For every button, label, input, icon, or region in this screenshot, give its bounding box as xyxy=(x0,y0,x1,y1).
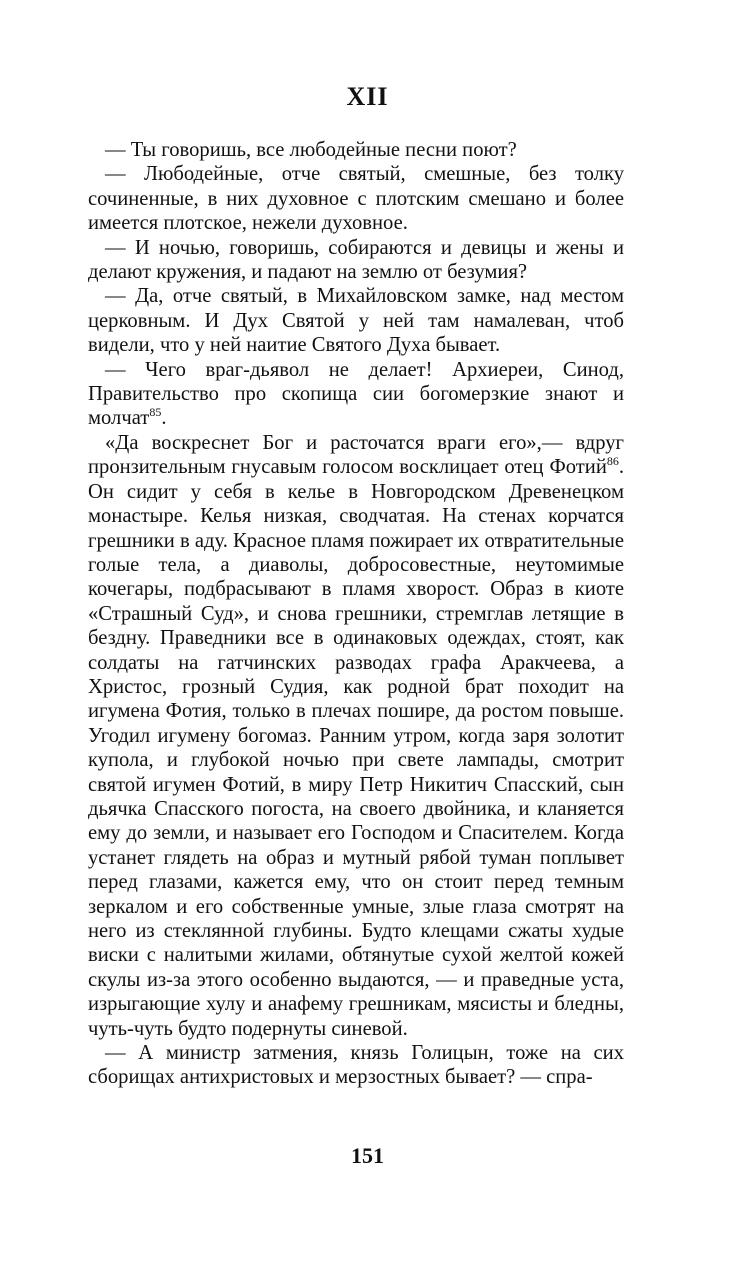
paragraph xyxy=(88,138,624,162)
paragraph-text: — Любодейные, отче святый, смешные, без толку сочиненные, в них духовное с плотским смешано и более имеется плотское, нежели духовное. xyxy=(88,163,624,235)
paragraph-text-after: . Он сидит у себя в келье в Новгородском Древенецком монастыре. Келья низкая, сводчатая. На стенах корчатся грешники в аду. Красное пламя пожирает их отвратительные голые тела, а диаволы, добросовестные, неутомимые кочегары, подбрасывают в пламя хворост. Образ в киоте «Страшный Суд», и снова грешники, стремглав летящие в бездну. Праведники все в одинаковых одеждах, стоят, как солдаты на гатчинских разводах графа Аракчеева, а Христос, грозный Судия, как родной брат походит на игумена Фотия, только в плечах пошире, да ростом повыше. Угодил игумену богомаз. Ранним утром, когда заря золотит купола, и глубокой ночью при свете лампады, смотрит святой игумен Фотий, в миру Петр Никитич Спасский, сын дьячка Спасского погоста, на своего двойника, и кланяется ему до земли, и называет его Господом и Спасителем. Когда устанет глядеть на образ и мутный рябой туман поплывет перед глазами, кажется ему, что он стоит перед темным зеркалом и его собственные умные, злые глаза смотрят на него из стеклянной глубины. Будто клещами сжаты худые виски с налитыми жилами, обтянутые сухой желтой кожей скулы из-за этого особенно выдаются, — и праведные уста, изрыгающие хулу и анафему грешникам, мясисты и бледны, чуть-чуть будто подернуты синевой. xyxy=(88,456,624,1040)
footnote-ref-86[interactable]: 86 xyxy=(606,454,619,469)
paragraph xyxy=(88,1041,624,1090)
paragraph xyxy=(88,236,624,285)
paragraph-text: — Ты говоришь, все любодейные песни поют? xyxy=(105,139,517,161)
paragraph-text: «Да воскреснет Бог и расточатся враги его»,— вдруг пронзительным гнусавым голосом восклицает отец Фотий xyxy=(88,431,624,479)
chapter-title: XII xyxy=(346,82,389,111)
paragraph-text: — И ночью, говоришь, собираются и девицы и жены и делают кружения, и падают на землю от безумия? xyxy=(88,236,624,284)
paragraph xyxy=(88,162,624,235)
paragraph xyxy=(88,358,624,431)
paragraph-text-after: . xyxy=(161,407,167,430)
page-number: 151 xyxy=(351,1143,384,1168)
body-text xyxy=(88,138,624,1090)
paragraph-text: — А министр затмения, князь Голицын, тоже на сих сборищах антихристовых и мерзостных бывает? — спра- xyxy=(88,1042,624,1089)
paragraph xyxy=(88,431,624,1041)
paragraph-text: — Чего враг-дьявол не делает! Архиереи, Синод, Правительство про скопища сии богомерзкие знают и молчат xyxy=(88,358,624,430)
paragraph xyxy=(88,284,624,357)
paragraph-text: — Да, отче святый, в Михайловском замке, над местом церковным. И Дух Святой у ней там намалеван, чтоб видели, что у ней наитие Святого Духа бывает. xyxy=(88,285,624,357)
footnote-ref-85[interactable]: 85 xyxy=(149,405,162,420)
